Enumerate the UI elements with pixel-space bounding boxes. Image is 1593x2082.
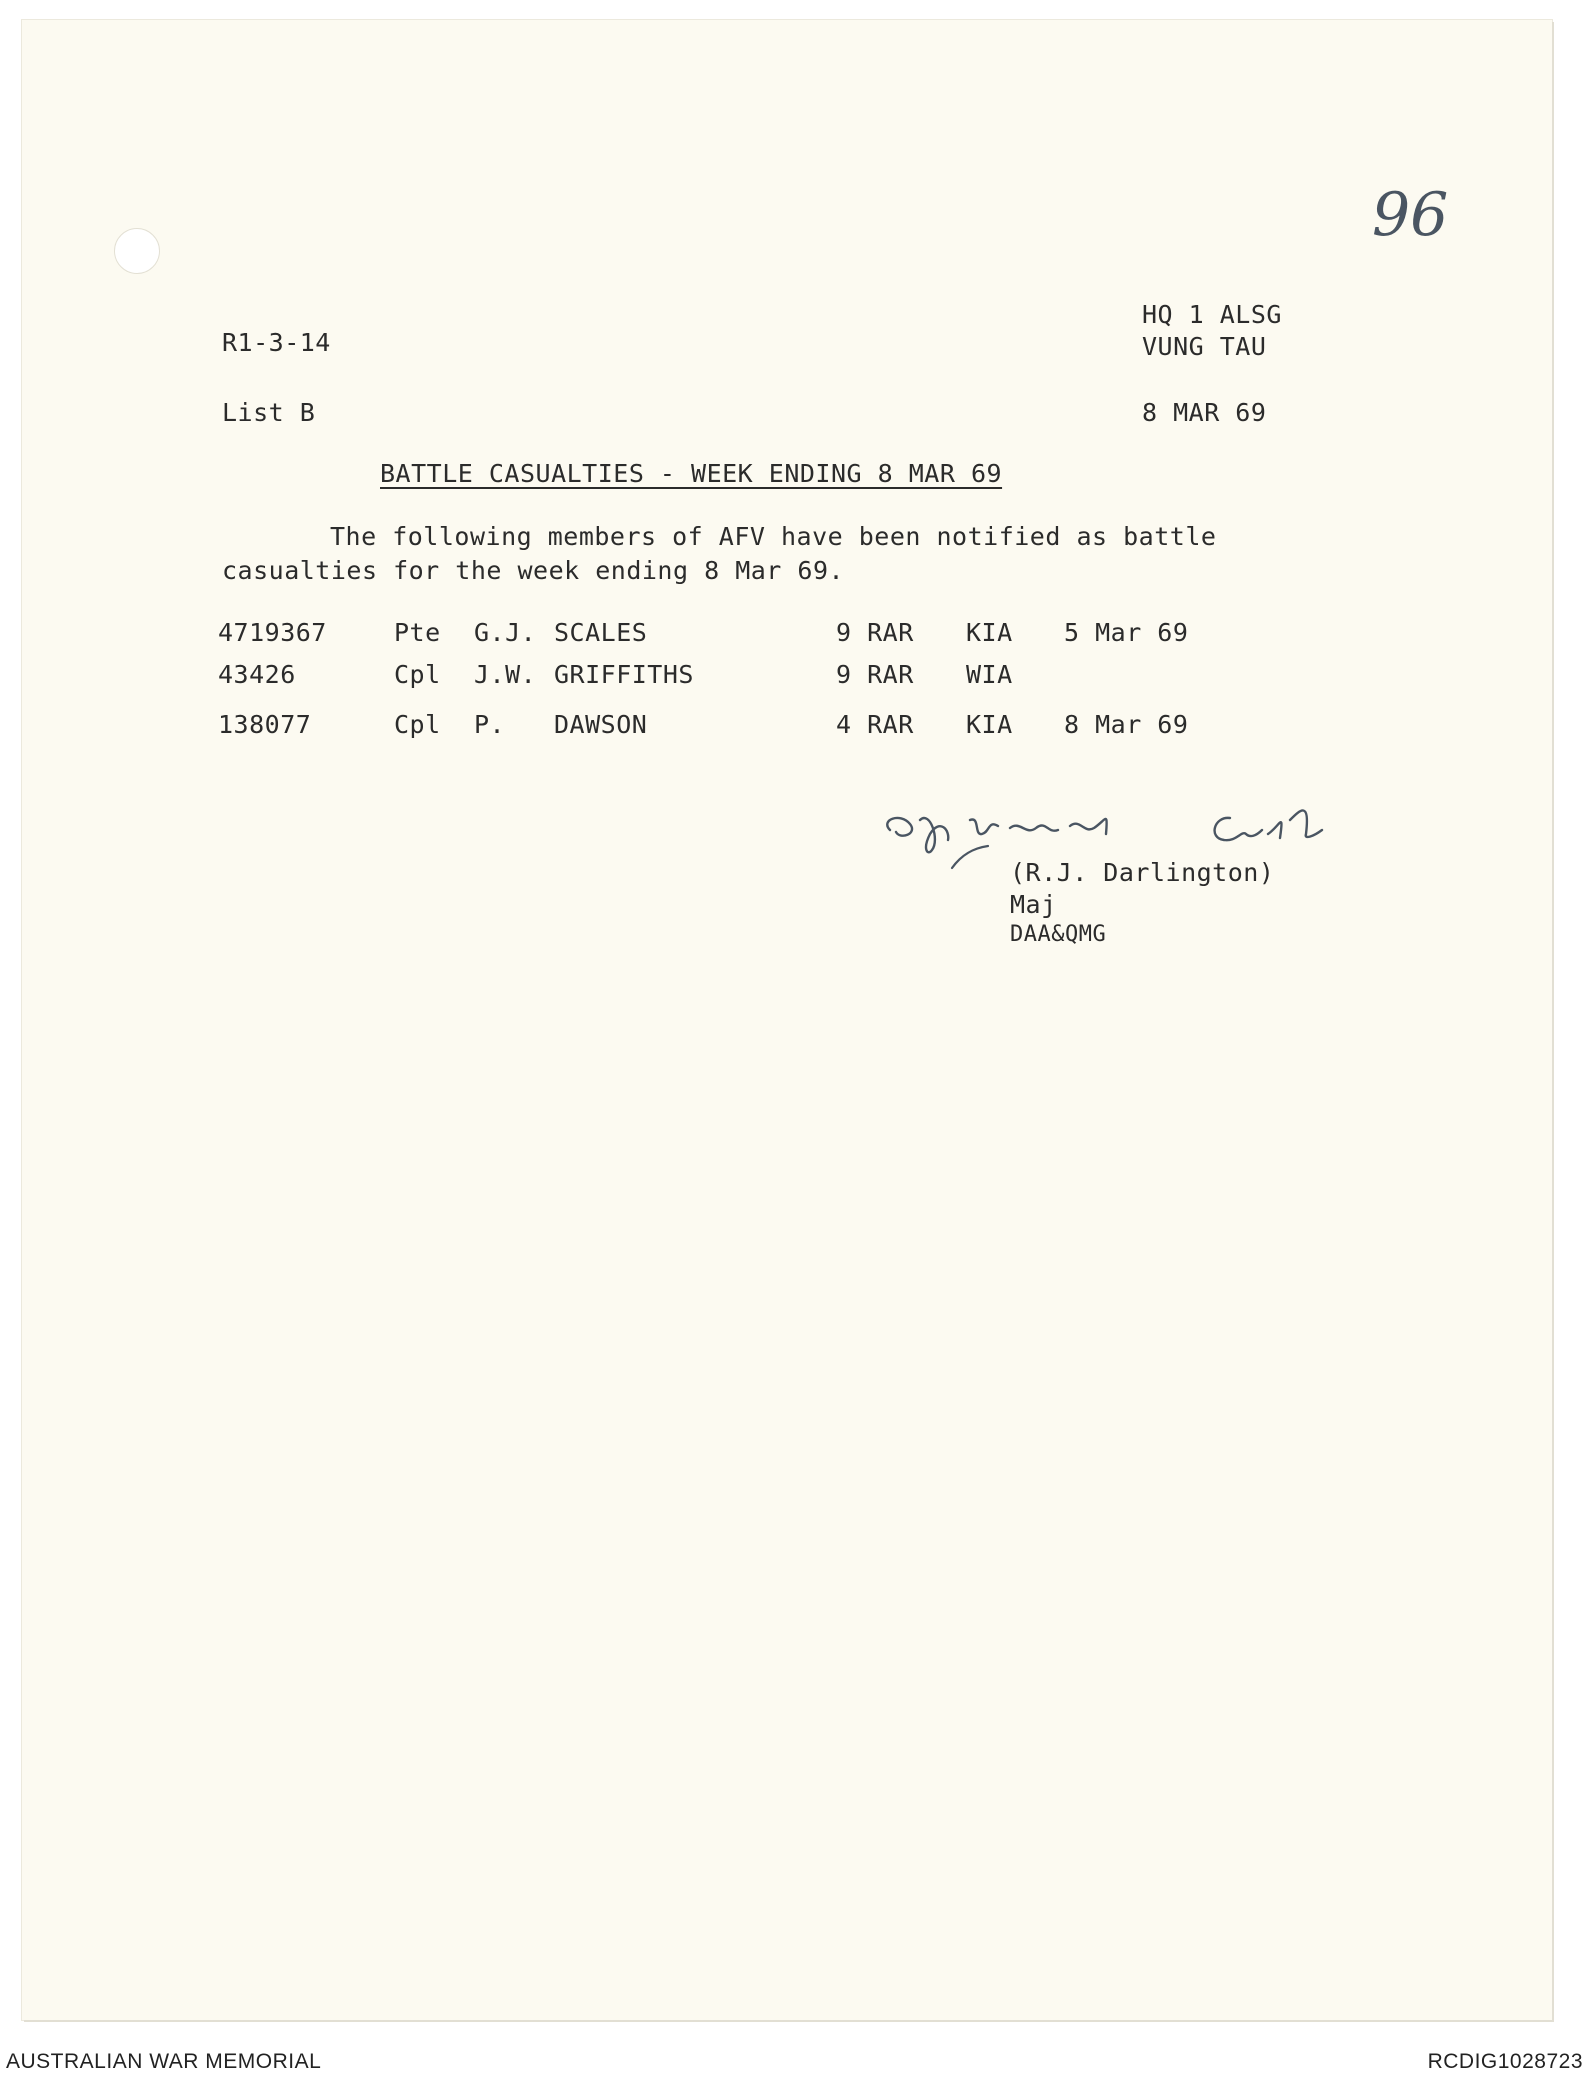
page-number: 96 [1372, 180, 1449, 250]
signatory-name: (R.J. Darlington) [1010, 858, 1275, 887]
signatory-appointment: DAA&QMG [1010, 922, 1107, 947]
surname: DAWSON [554, 710, 648, 739]
service-number: 4719367 [218, 618, 327, 647]
list-label: List B [222, 398, 316, 427]
surname: GRIFFITHS [554, 660, 694, 689]
location-header: VUNG TAU [1142, 332, 1267, 361]
unit: 9 RAR [836, 618, 914, 647]
casualty-date: 5 Mar 69 [1064, 618, 1189, 647]
punch-hole [114, 228, 160, 274]
unit: 9 RAR [836, 660, 914, 689]
body-line-2: casualties for the week ending 8 Mar 69. [222, 556, 845, 585]
service-number: 138077 [218, 710, 312, 739]
document-title: BATTLE CASUALTIES - WEEK ENDING 8 MAR 69 [380, 459, 1003, 488]
casualty-row [0, 618, 1593, 654]
service-number: 43426 [218, 660, 296, 689]
casualty-row [0, 660, 1593, 696]
casualty-row [0, 710, 1593, 746]
casualty-date: 8 Mar 69 [1064, 710, 1189, 739]
initials: J.W. [474, 660, 537, 689]
status: KIA [966, 710, 1013, 739]
initials: P. [474, 710, 506, 739]
signatory-rank: Maj [1010, 890, 1057, 919]
document-date: 8 MAR 69 [1142, 398, 1267, 427]
surname: SCALES [554, 618, 648, 647]
rank: Cpl [394, 710, 441, 739]
unit: 4 RAR [836, 710, 914, 739]
status: WIA [966, 660, 1013, 689]
footer-archive-name: AUSTRALIAN WAR MEMORIAL [6, 2050, 322, 2073]
initials: G.J. [474, 618, 537, 647]
status: KIA [966, 618, 1013, 647]
rank: Pte [394, 618, 441, 647]
rank: Cpl [394, 660, 441, 689]
document-page [22, 20, 1552, 2020]
file-reference: R1-3-14 [222, 328, 331, 357]
footer-record-id: RCDIG1028723 [1427, 2050, 1583, 2073]
body-line-1: The following members of AFV have been notified as battle [330, 522, 1217, 551]
unit-header: HQ 1 ALSG [1142, 300, 1282, 329]
